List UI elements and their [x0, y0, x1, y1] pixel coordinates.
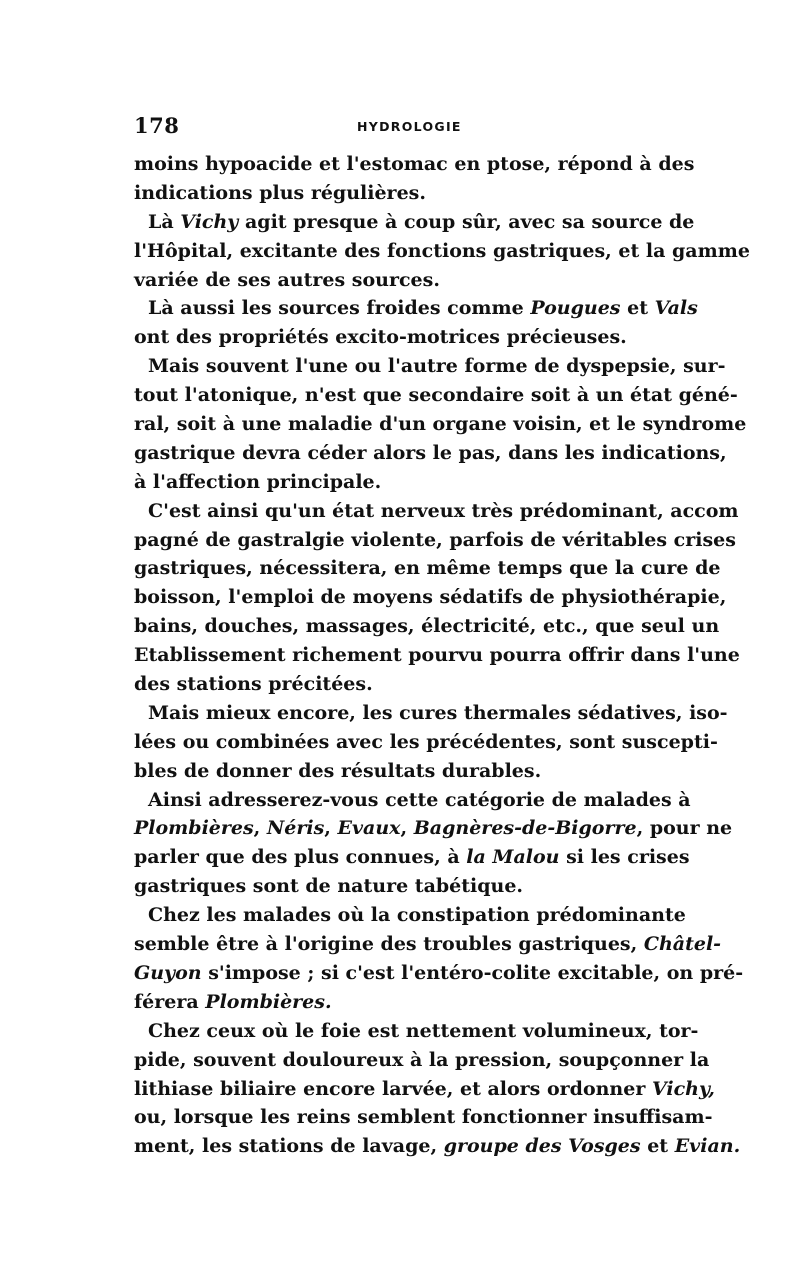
- body-text: [134, 150, 750, 1161]
- text-line: [134, 583, 727, 612]
- text-line: [134, 294, 698, 323]
- text-line: [134, 526, 736, 555]
- page-header: [134, 113, 680, 139]
- text-segment: variée de ses autres sources.: [134, 268, 440, 291]
- text-line: [134, 410, 747, 439]
- text-segment: s'impose ; si c'est l'entéro-colite excitable, on pré-: [201, 961, 744, 984]
- italic-text: Evaux: [337, 817, 401, 840]
- italic-text: Néris: [266, 817, 325, 840]
- text-line: [134, 988, 680, 1017]
- text-segment: Etablissement richement pourvu pourra offrir dans l'une: [134, 644, 740, 667]
- text-line: [134, 1046, 710, 1075]
- text-line: [134, 237, 750, 266]
- italic-text: la Malou: [466, 846, 560, 869]
- text-segment: ou, lorsque les reins semblent fonctionner insuffisam-: [134, 1106, 713, 1129]
- text-segment: pagné de gastralgie violente, parfois de véritables crises: [134, 528, 736, 551]
- text-line: [134, 208, 695, 237]
- text-segment: Chez ceux où le foie est nettement volumineux, tor-: [148, 1019, 699, 1042]
- text-segment: ,: [324, 817, 338, 840]
- text-line: [134, 959, 744, 988]
- text-segment: gastrique devra céder alors le pas, dans les indications,: [134, 441, 727, 464]
- italic-text: Guyon: [134, 961, 202, 984]
- italic-text: Evian.: [674, 1135, 741, 1158]
- text-segment: Là aussi les sources froides comme: [148, 297, 531, 320]
- italic-text: groupe des Vosges: [443, 1135, 641, 1158]
- text-segment: tout l'atonique, n'est que secondaire soit à un état géné-: [134, 384, 738, 407]
- text-line: [134, 612, 720, 641]
- text-segment: pide, souvent douloureux à la pression, soupçonner la: [134, 1048, 710, 1071]
- text-line: [134, 872, 680, 901]
- text-line: [134, 497, 739, 526]
- text-segment: agit presque à coup sûr, avec sa source de: [238, 210, 695, 233]
- text-segment: indications plus régulières.: [134, 181, 426, 204]
- text-line: [134, 901, 686, 930]
- text-line: [134, 266, 680, 295]
- text-segment: ral, soit à une maladie d'un organe voisin, et le syndrome: [134, 413, 747, 436]
- text-line: [134, 381, 738, 410]
- text-segment: et: [620, 297, 655, 320]
- text-segment: férera: [134, 990, 206, 1013]
- text-segment: l'Hôpital, excitante des fonctions gastriques, et la gamme: [134, 239, 750, 262]
- text-line: [134, 1017, 699, 1046]
- text-segment: et: [640, 1135, 675, 1158]
- text-line: [134, 439, 727, 468]
- page-number: 178: [134, 113, 180, 138]
- text-segment: si les crises: [559, 846, 690, 869]
- text-segment: moins hypoacide et l'estomac en ptose, répond à des: [134, 153, 695, 175]
- italic-text: Pougues: [530, 297, 621, 320]
- text-line: [134, 179, 680, 208]
- italic-text: Vals: [654, 297, 698, 320]
- text-segment: ment, les stations de lavage,: [134, 1135, 444, 1158]
- text-line: [134, 468, 680, 497]
- text-segment: ont des propriétés excito-motrices précieuses.: [134, 326, 627, 349]
- text-segment: gastriques sont de nature tabétique.: [134, 875, 524, 898]
- text-line: [134, 150, 695, 179]
- text-segment: Mais souvent l'une ou l'autre forme de dyspepsie, sur-: [148, 355, 726, 378]
- italic-text: Plombières.: [205, 990, 332, 1013]
- text-segment: bains, douches, massages, électricité, etc., que seul un: [134, 615, 720, 638]
- text-line: [134, 786, 691, 815]
- text-line: [134, 1075, 715, 1104]
- running-head: HYDROLOGIE: [357, 119, 462, 134]
- italic-text: Plombières: [134, 817, 254, 840]
- text-line: [134, 728, 718, 757]
- text-line: [134, 843, 690, 872]
- text-segment: parler que des plus connues, à: [134, 846, 467, 869]
- italic-text: Vichy,: [651, 1077, 715, 1100]
- text-segment: lithiase biliaire encore larvée, et alors ordonner: [134, 1077, 652, 1100]
- text-segment: boisson, l'emploi de moyens sédatifs de physiothérapie,: [134, 586, 727, 609]
- text-segment: ,: [253, 817, 267, 840]
- text-segment: Mais mieux encore, les cures thermales sédatives, iso-: [148, 701, 728, 724]
- text-segment: semble être à l'origine des troubles gastriques,: [134, 933, 644, 956]
- text-segment: Ainsi adresserez-vous cette catégorie de malades à: [148, 788, 691, 811]
- text-line: [134, 757, 680, 786]
- text-segment: ,: [400, 817, 414, 840]
- text-segment: à l'affection principale.: [134, 470, 382, 493]
- italic-text: Châtel-: [643, 933, 722, 956]
- text-segment: gastriques, nécessitera, en même temps que la cure de: [134, 557, 721, 580]
- text-line: [134, 352, 726, 381]
- text-line: [134, 1132, 741, 1161]
- text-line: [134, 554, 721, 583]
- text-line: [134, 699, 728, 728]
- text-line: [134, 641, 740, 670]
- text-segment: Là: [148, 210, 181, 233]
- text-segment: Chez les malades où la constipation prédominante: [148, 904, 686, 927]
- text-segment: , pour ne: [636, 817, 733, 840]
- text-segment: bles de donner des résultats durables.: [134, 759, 542, 782]
- text-line: [134, 670, 680, 699]
- italic-text: Vichy: [180, 210, 239, 233]
- text-line: [134, 323, 680, 352]
- text-line: [134, 1103, 713, 1132]
- text-line: [134, 814, 733, 843]
- text-segment: C'est ainsi qu'un état nerveux très prédominant, accom: [148, 499, 739, 522]
- text-segment: des stations précitées.: [134, 673, 373, 696]
- text-line: [134, 930, 722, 959]
- text-segment: lées ou combinées avec les précédentes, sont suscepti-: [134, 730, 718, 753]
- italic-text: Bagnères-de-Bigorre: [413, 817, 637, 840]
